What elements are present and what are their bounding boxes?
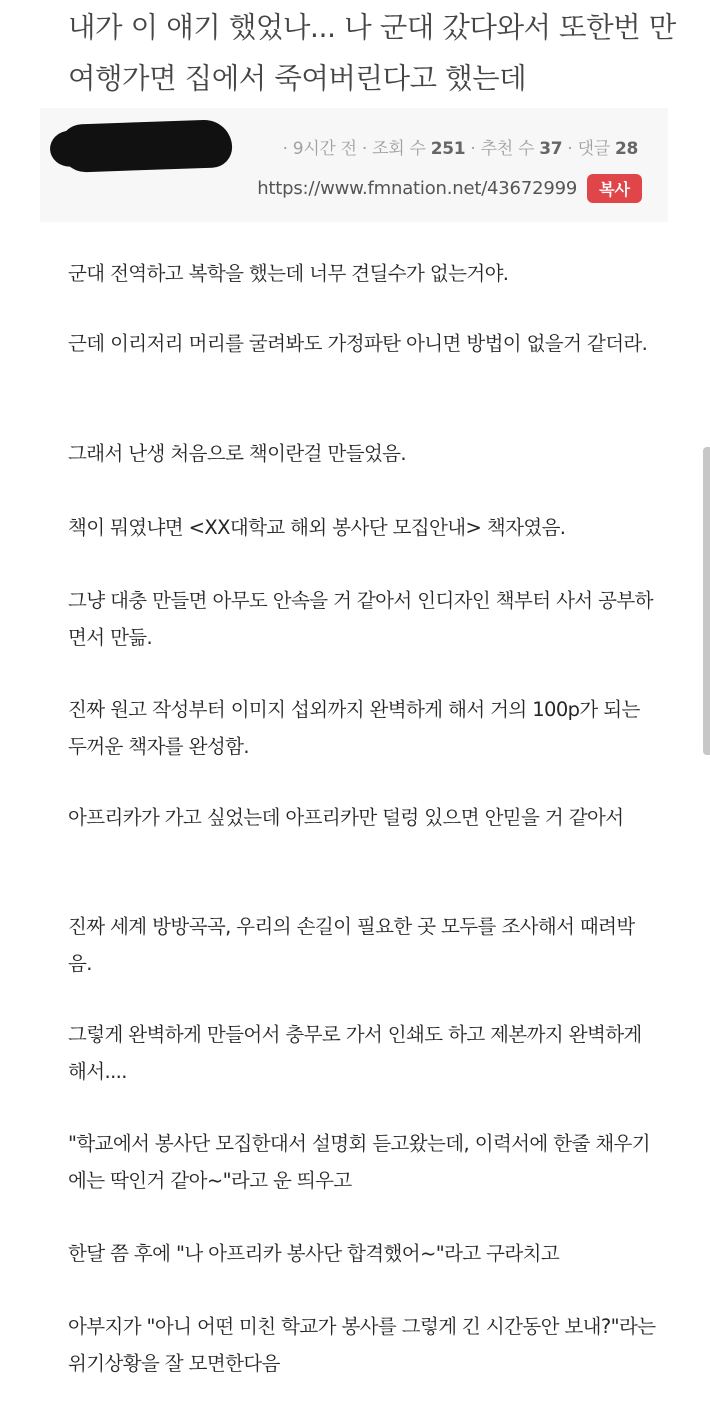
- comments-count: 28: [614, 139, 638, 159]
- views-count: 251: [430, 139, 466, 159]
- body-paragraph: 근데 이리저리 머리를 굴려봐도 가정파탄 아니면 방법이 없을거 같더라.: [68, 332, 648, 355]
- post-meta: · 9시간 전 · 조회 수 251 · 추천 수 37 · 댓글 28: [282, 139, 638, 159]
- body-paragraph: 책이 뭐였냐면 <XX대학교 해외 봉사단 모집안내> 책자였음.: [68, 516, 566, 539]
- body-paragraph: 그냥 대충 만들면 아무도 안속을 거 같아서 인디자인 책부터 사서 공부하면서 만듦.: [68, 589, 653, 649]
- body-paragraph: 진짜 원고 작성부터 이미지 섭외까지 완벽하게 해서 거의 100p가 되는 두꺼운 책자를 완성함.: [68, 698, 640, 758]
- body-paragraph: 진짜 세계 방방곡곡, 우리의 손길이 필요한 곳 모두를 조사해서 때려박음.: [68, 915, 635, 975]
- body-paragraph: 그래서 난생 처음으로 책이란걸 만들었음.: [68, 442, 407, 465]
- recommend-count: 37: [539, 139, 563, 159]
- post-url[interactable]: https://www.fmnation.net/43672999: [257, 178, 578, 199]
- author-redacted: [59, 119, 233, 173]
- post-title: 내가 이 얘기 했었나... 나 군대 갔다와서 또한번 만 여행가면 집에서 죽여버린다고 했는데: [68, 11, 676, 95]
- views-label: 조회 수: [372, 139, 426, 159]
- comments-label: 댓글: [577, 139, 610, 159]
- body-paragraph: "학교에서 봉사단 모집한대서 설명회 듣고왔는데, 이력서에 한줄 채우기에는 딱인거 같아~"라고 운 띄우고: [68, 1132, 651, 1192]
- body-paragraph: 아프리카가 가고 싶었는데 아프리카만 덜렁 있으면 안믿을 거 같아서: [68, 806, 624, 829]
- body-paragraph: 그렇게 완벽하게 만들어서 충무로 가서 인쇄도 하고 제본까지 완벽하게 해서....: [68, 1023, 642, 1083]
- post-time: 9시간 전: [292, 139, 357, 159]
- post-url-row: [257, 174, 642, 203]
- recommend-label: 추천 수: [480, 139, 535, 159]
- body-paragraph: 한달 쯤 후에 "나 아프리카 봉사단 합격했어~"라고 구라치고: [68, 1242, 560, 1265]
- body-paragraph: 군대 전역하고 복학을 했는데 너무 견딜수가 없는거야.: [68, 262, 509, 285]
- copy-url-button[interactable]: 복사: [587, 174, 642, 203]
- scrollbar-thumb[interactable]: [703, 447, 710, 755]
- body-paragraph: 아부지가 "아니 어떤 미친 학교가 봉사를 그렇게 긴 시간동안 보내?"라는 위기상황을 잘 모면한다음: [68, 1315, 656, 1375]
